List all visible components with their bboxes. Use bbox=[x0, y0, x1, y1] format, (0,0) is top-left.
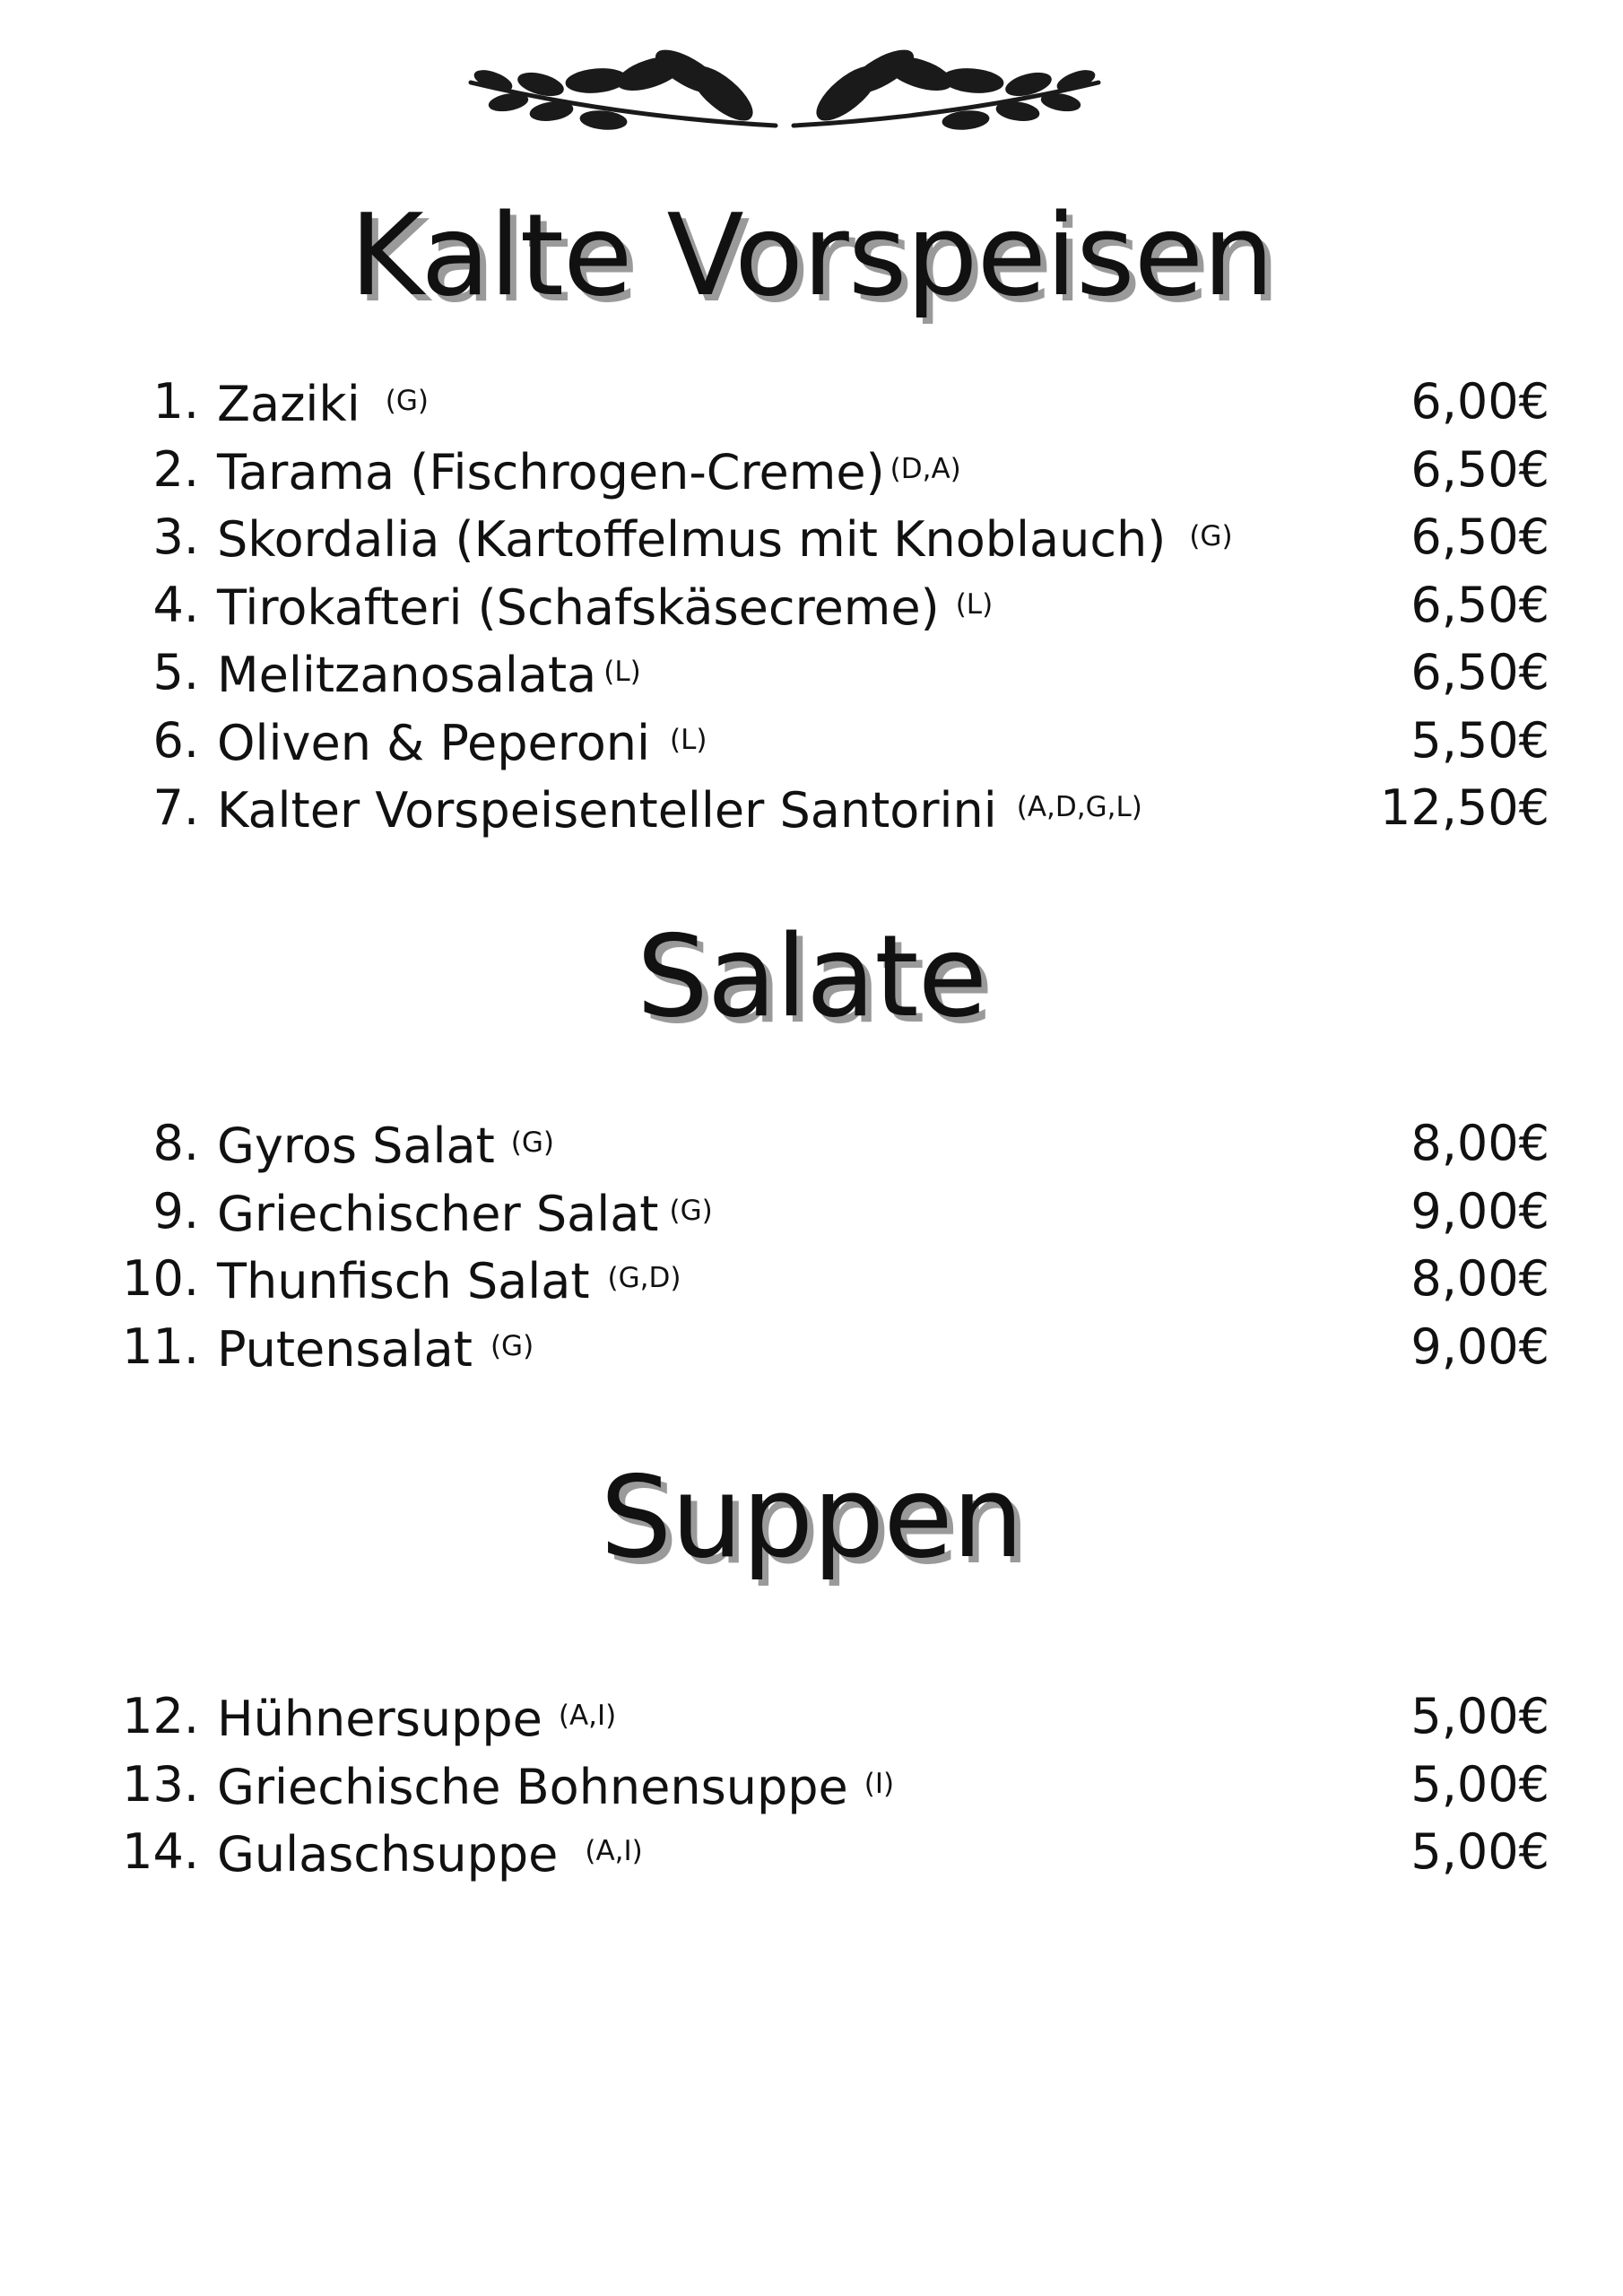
menu-item bbox=[0, 503, 1623, 571]
item-price: 8,00€ bbox=[1410, 1250, 1549, 1307]
allergen-codes: (G,D) bbox=[607, 1262, 681, 1294]
item-price: 5,00€ bbox=[1410, 1823, 1549, 1880]
item-price: 6,50€ bbox=[1410, 576, 1549, 633]
menu-item bbox=[0, 1313, 1623, 1381]
item-name-line bbox=[217, 503, 1233, 574]
item-price: 9,00€ bbox=[1410, 1318, 1549, 1375]
menu-item bbox=[0, 571, 1623, 639]
allergen-codes: (A,D,G,L) bbox=[1016, 791, 1142, 823]
menu-item bbox=[0, 436, 1623, 504]
item-name-line bbox=[217, 1109, 554, 1180]
item-name: Griechische Bohnensuppe bbox=[217, 1758, 848, 1815]
item-name: Gulaschsuppe bbox=[217, 1826, 559, 1883]
item-price: 6,50€ bbox=[1410, 644, 1549, 700]
allergen-codes: (L) bbox=[603, 656, 641, 688]
section-title-suppen: Suppen bbox=[600, 1451, 1023, 1583]
item-name: Skordalia (Kartoffelmus mit Knoblauch) bbox=[217, 511, 1167, 568]
menu-item bbox=[0, 1751, 1623, 1819]
item-name-line bbox=[217, 1178, 713, 1248]
allergen-codes: (G) bbox=[510, 1126, 555, 1159]
menu-item bbox=[0, 1178, 1623, 1246]
item-name-line bbox=[217, 436, 961, 507]
menu-list-salate bbox=[0, 1109, 1623, 1380]
item-price: 6,50€ bbox=[1410, 509, 1549, 565]
item-number: 11. bbox=[122, 1318, 199, 1375]
item-price: 5,50€ bbox=[1410, 711, 1549, 769]
item-price: 6,50€ bbox=[1410, 440, 1549, 498]
item-number: 9. bbox=[152, 1182, 199, 1239]
item-number: 12. bbox=[122, 1688, 199, 1744]
allergen-codes: (G) bbox=[1189, 520, 1233, 552]
item-number: 13. bbox=[122, 1755, 199, 1813]
section-title-kalte-vorspeisen: Kalte Vorspeisen bbox=[349, 189, 1274, 321]
menu-item bbox=[0, 368, 1623, 436]
item-name-line bbox=[217, 1313, 534, 1384]
item-price: 9,00€ bbox=[1410, 1182, 1549, 1239]
item-name-line bbox=[217, 774, 1142, 845]
item-number: 7. bbox=[152, 779, 199, 836]
section-title-salate: Salate bbox=[636, 910, 987, 1042]
item-number: 14. bbox=[122, 1823, 199, 1880]
item-number: 4. bbox=[152, 576, 199, 633]
allergen-codes: (D,A) bbox=[890, 452, 961, 485]
item-name: Kalter Vorspeisenteller Santorini bbox=[217, 782, 997, 839]
item-name-line bbox=[217, 571, 993, 642]
item-price: 6,00€ bbox=[1410, 373, 1549, 430]
item-price: 8,00€ bbox=[1410, 1115, 1549, 1171]
allergen-codes: (G) bbox=[490, 1329, 534, 1362]
item-name-line bbox=[217, 368, 429, 439]
item-number: 5. bbox=[152, 644, 199, 700]
menu-list-suppen bbox=[0, 1683, 1623, 1886]
allergen-codes: (A,I) bbox=[558, 1700, 617, 1732]
allergen-codes: (G) bbox=[385, 385, 429, 417]
item-number: 1. bbox=[152, 373, 199, 430]
allergen-codes: (L) bbox=[670, 723, 707, 756]
item-price: 5,00€ bbox=[1410, 1755, 1549, 1813]
item-name-line bbox=[217, 1245, 681, 1316]
item-price: 12,50€ bbox=[1380, 779, 1549, 836]
item-name-line bbox=[217, 639, 641, 709]
item-number: 10. bbox=[122, 1250, 199, 1307]
allergen-codes: (I) bbox=[864, 1767, 895, 1800]
item-name: Griechischer Salat bbox=[217, 1185, 659, 1242]
item-name: Zaziki bbox=[217, 376, 360, 432]
item-name-line bbox=[217, 1683, 616, 1753]
item-name: Hühnersuppe bbox=[217, 1691, 542, 1747]
laurel-branches-icon bbox=[453, 47, 1116, 136]
menu-item bbox=[0, 639, 1623, 707]
item-name: Melitzanosalata bbox=[217, 647, 597, 703]
item-name-line bbox=[217, 1751, 894, 1822]
allergen-codes: (L) bbox=[955, 587, 994, 621]
item-name: Tarama (Fischrogen-Creme) bbox=[217, 443, 885, 500]
item-name: Putensalat bbox=[217, 1320, 473, 1378]
menu-list-kalte-vorspeisen bbox=[0, 368, 1623, 842]
item-name-line bbox=[217, 707, 707, 778]
item-name: Oliven & Peperoni bbox=[217, 714, 650, 771]
item-number: 3. bbox=[152, 509, 199, 565]
item-price: 5,00€ bbox=[1410, 1688, 1549, 1744]
menu-item bbox=[0, 707, 1623, 775]
menu-item bbox=[0, 1109, 1623, 1178]
menu-item bbox=[0, 1818, 1623, 1886]
item-number: 8. bbox=[152, 1115, 199, 1171]
item-name: Tirokafteri (Schafskäsecreme) bbox=[217, 578, 940, 636]
allergen-codes: (G) bbox=[669, 1194, 713, 1227]
menu-item bbox=[0, 1245, 1623, 1313]
item-name: Thunfisch Salat bbox=[217, 1253, 590, 1309]
item-number: 2. bbox=[152, 440, 199, 498]
menu-item bbox=[0, 774, 1623, 842]
item-number: 6. bbox=[152, 711, 199, 769]
menu-item bbox=[0, 1683, 1623, 1751]
item-name-line bbox=[217, 1818, 643, 1889]
item-name: Gyros Salat bbox=[217, 1118, 495, 1174]
allergen-codes: (A,I) bbox=[585, 1835, 643, 1867]
